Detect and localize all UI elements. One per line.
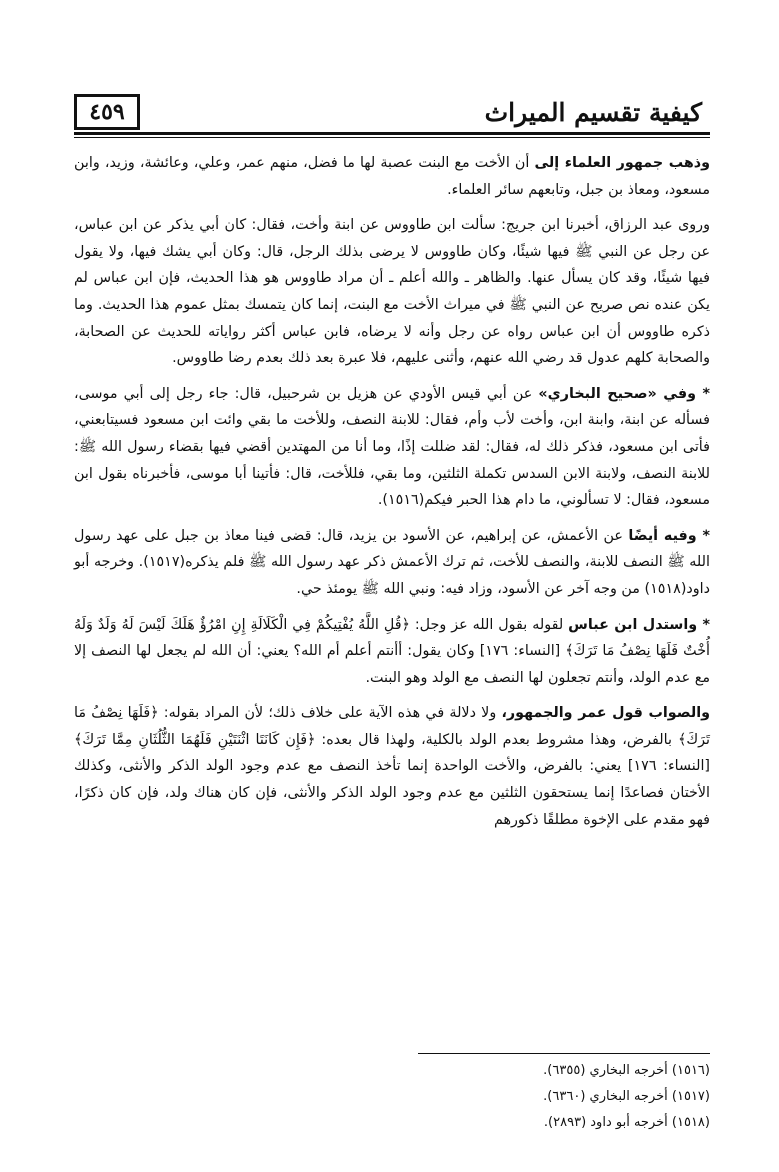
footnote-1518: (١٥١٨) أخرجه أبو داود (٢٨٩٣). bbox=[543, 1115, 710, 1130]
footnote-separator bbox=[418, 1053, 710, 1054]
paragraph-lead: * وفيه أيضًا bbox=[628, 527, 710, 544]
paragraph-lead: وذهب جمهور العلماء إلى bbox=[534, 155, 710, 171]
paragraph-text: عن الأعمش، عن إبراهيم، عن الأسود بن يزيد، قال: قضى فينا معاذ بن جبل على عهد رسول الله ﷺ النصف للابنة، والنصف للأخت، ثم ترك الأعمش ذكر عهد رسول الله ﷺ فلم يذكره(١٥١٧). وخرجه أبو داود(١٥١٨) من وجه آخر عن الأسود، وزاد فيه: ونبي الله ﷺ يومئذ حي. bbox=[74, 527, 710, 597]
footnote-1517: (١٥١٧) أخرجه البخاري (٦٣٦٠). bbox=[543, 1089, 710, 1104]
paragraph-text: وروى عبد الرزاق، أخبرنا ابن جريج: سألت ابن طاووس عن ابنة وأخت، فقال: كان أبي يذكر عن ابن عباس، عن رجل عن النبي ﷺ فيها شيئًا، وكان طاووس لا يرضى بذلك الرجل، قال: وكان أبي يشك فيها، ولا يقول فيها شيئًا، وقد كان يسأل عنها. والظاهر ـ والله أعلم ـ أن مراد طاووس هو هذا الحديث، فإن ابن عباس لم يكن عنده نص صريح عن النبي ﷺ في ميراث الأخت مع البنت، إنما كان يتمسك بمثل عموم هذا الحديث. وما ذكره طاووس أن ابن عباس رواه عن رجل وأنه لا يرضاه، فابن عباس أكثر رواياته للحديث عن الصحابة، والصحابة كلهم عدول قد رضي الله عنهم، وأثنى عليهم، فلا عبرة بعد ذلك بعدم رضا طاووس. bbox=[74, 217, 710, 367]
paragraph-3 bbox=[74, 381, 710, 514]
paragraph-text: عن أبي قيس الأودي عن هزيل بن شرحبيل، قال: جاء رجل إلى أبي موسى، فسأله عن ابنة، وابنة ابن، وأخت لأب وأم، فقال: للابنة النصف، وللأخت ما بقي وائت ابن مسعود فسيتابعني، فأتى ابن مسعود، فذكر ذلك له، فقال: لقد ضللت إذًا، وما أنا من المهتدين أقضي فيها بقضاء رسول الله ﷺ: للابنة النصف، ولابنة الابن السدس تكملة الثلثين، وما بقي، فللأخت، قال: فأتينا أبا موسى، فأخبرناه بقول ابن مسعود، فقال: لا تسألوني، ما دام هذا الحبر فيكم(١٥١٦). bbox=[74, 385, 710, 509]
paragraph-lead: * وفي «صحيح البخاري» bbox=[538, 385, 710, 402]
paragraph-text: أن الأخت مع البنت عصبة لها ما فضل، منهم عمر، وعلي، وعائشة، وزيد، وابن مسعود، ومعاذ بن جبل، وتابعهم سائر العلماء. bbox=[74, 155, 710, 198]
paragraph-6 bbox=[74, 700, 710, 833]
page-header bbox=[74, 92, 710, 138]
page-number: ٤٥٩ bbox=[74, 94, 140, 130]
header-rule-thick bbox=[74, 132, 710, 135]
running-title: كيفية تقسيم الميراث bbox=[484, 98, 702, 127]
footnote-1516: (١٥١٦) أخرجه البخاري (٦٣٥٥). bbox=[543, 1063, 710, 1078]
header-rule-thin bbox=[74, 137, 710, 138]
paragraph-lead: * واستدل ابن عباس bbox=[568, 616, 711, 633]
footnotes bbox=[74, 1058, 710, 1136]
paragraph-5 bbox=[74, 612, 710, 692]
paragraph-text: ولا دلالة في هذه الآية على خلاف ذلك؛ لأن المراد بقوله: ﴿فَلَهَا نِصْفُ مَا تَرَكَ﴾ بالفرض، وهذا مشروط بعدم الولد بالكلية، ولهذا قال بعده: ﴿فَإِن كَانَتَا اثْنَتَيْنِ فَلَهُمَا الثُّلُثَانِ مِمَّا تَرَكَ﴾ [النساء: ١٧٦] يعني: بالفرض، والأخت الواحدة إنما تأخذ النصف مع عدم وجود الولد الذكر والأنثى، وكذلك الأختان فصاعدًا إنما يستحقون الثلثين مع عدم وجود الولد الذكر والأنثى، فإن كان هناك ولد، فإن كان ذكرًا، فهو مقدم على الإخوة مطلقًا ذكورهم bbox=[74, 705, 710, 828]
main-text bbox=[74, 150, 710, 842]
paragraph-lead: والصواب قول عمر والجمهور، bbox=[501, 705, 710, 722]
paragraph-4 bbox=[74, 523, 710, 603]
paragraph-2 bbox=[74, 212, 710, 372]
paragraph-text: لقوله بقول الله عز وجل: ﴿قُلِ اللَّهُ يُفْتِيكُمْ فِي الْكَلَالَةِ إِنِ امْرُؤٌ هَلَكَ لَيْسَ لَهُ وَلَدٌ وَلَهُ أُخْتٌ فَلَهَا نِصْفُ مَا تَرَكَ﴾ [النساء: ١٧٦] وكان يقول: أأنتم أعلم أم الله؟ يعني: أن الله لم يجعل لها النصف إلا مع عدم الولد، وأنتم تجعلون لها النصف مع الولد وهو البنت. bbox=[74, 616, 711, 686]
paragraph-1 bbox=[74, 150, 710, 203]
